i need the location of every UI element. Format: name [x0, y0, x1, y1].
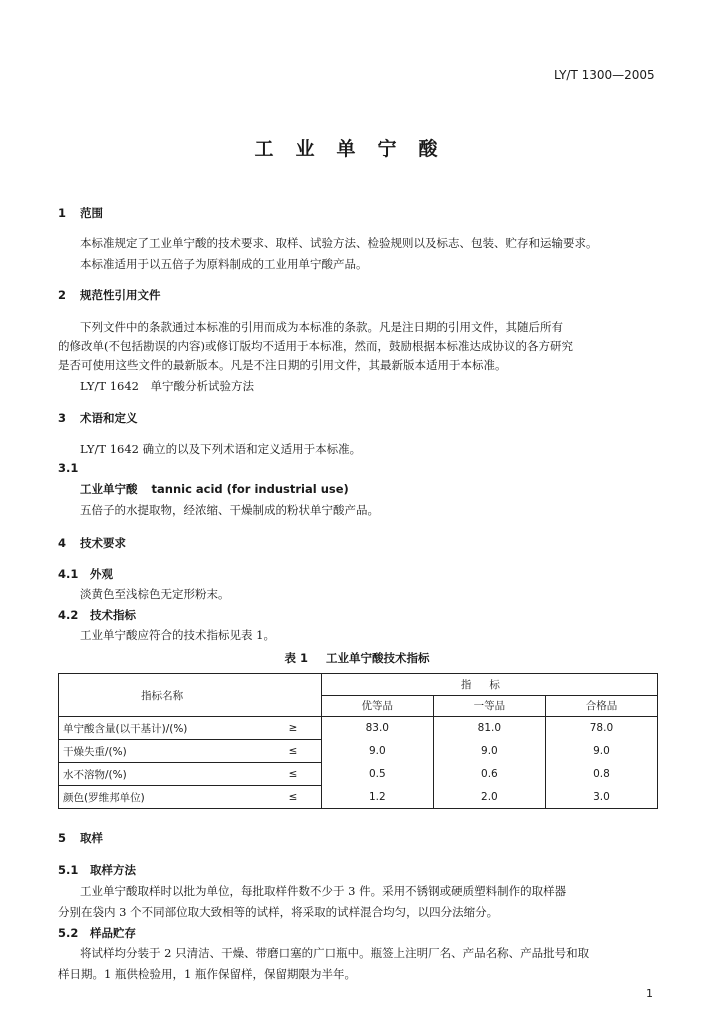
subsection-title: 技术指标	[90, 608, 136, 622]
cell-value: 0.5	[321, 763, 433, 786]
section-title: 范围	[80, 206, 103, 220]
cell-value: 81.0	[433, 717, 545, 740]
subsection-number: 5.2	[58, 926, 79, 940]
column-header-grade: 优等品	[321, 695, 433, 717]
section-5-heading	[58, 830, 103, 846]
subsection-number: 4.1	[58, 567, 79, 581]
term-definition: 五倍子的水提取物，经浓缩、干燥制成的粉状单宁酸产品。	[80, 503, 379, 517]
table-caption-title: 工业单宁酸技术指标	[326, 651, 430, 665]
spec-table	[58, 673, 658, 809]
subsection-4-1-heading	[58, 566, 113, 582]
subsection-3-1-number: 3.1	[58, 461, 79, 475]
term-chinese: 工业单宁酸	[80, 482, 138, 496]
row-name: 颜色(罗维邦单位)	[59, 786, 266, 809]
row-comparator: ≤	[265, 740, 321, 763]
section-2-heading	[58, 287, 161, 303]
table-row	[59, 740, 658, 763]
table-row	[59, 763, 658, 786]
cell-value: 2.0	[433, 786, 545, 809]
subsection-title: 样品贮存	[90, 926, 136, 940]
row-name: 单宁酸含量(以干基计)/(%)	[59, 717, 266, 740]
subsection-5-2-heading	[58, 925, 136, 941]
subsection-5-2-line-1: 将试样均分装于 2 只清洁、干燥、带磨口塞的广口瓶中。瓶签上注明厂名、产品名称、产品批号和取	[80, 946, 590, 960]
section-number: 1	[58, 206, 67, 220]
section-number: 4	[58, 536, 67, 550]
section-3-paragraph: LY/T 1642 确立的以及下列术语和定义适用于本标准。	[80, 442, 362, 456]
column-header-grade: 一等品	[433, 695, 545, 717]
normative-reference: LY/T 1642 单宁酸分析试验方法	[80, 379, 254, 393]
subsection-4-2-heading	[58, 607, 136, 623]
column-header-grade: 合格品	[545, 695, 657, 717]
section-number: 5	[58, 831, 67, 845]
column-header-name: 指标名称	[59, 674, 266, 717]
cell-value: 0.6	[433, 763, 545, 786]
section-number: 3	[58, 411, 67, 425]
row-comparator: ≥	[265, 717, 321, 740]
subsection-5-1-line-1: 工业单宁酸取样时以批为单位，每批取样件数不少于 3 件。采用不锈钢或硬质塑料制作的取样器	[80, 884, 567, 898]
row-comparator: ≤	[265, 786, 321, 809]
section-number: 2	[58, 288, 67, 302]
column-header-symbol	[265, 674, 321, 717]
cell-value: 0.8	[545, 763, 657, 786]
column-header-group: 指标	[321, 674, 657, 696]
subsection-5-1-line-2: 分别在袋内 3 个不同部位取大致相等的试样，将采取的试样混合均匀，以四分法缩分。	[58, 905, 499, 919]
page-number: 1	[646, 987, 653, 1000]
table-row	[59, 786, 658, 809]
section-title: 规范性引用文件	[80, 288, 161, 302]
cell-value: 3.0	[545, 786, 657, 809]
cell-value: 9.0	[545, 740, 657, 763]
row-name: 干燥失重/(%)	[59, 740, 266, 763]
standard-code: LY/T 1300—2005	[554, 68, 655, 82]
cell-value: 78.0	[545, 717, 657, 740]
row-name: 水不溶物/(%)	[59, 763, 266, 786]
cell-value: 9.0	[433, 740, 545, 763]
section-2-paragraph-line-2: 的修改单(不包括勘误的内容)或修订版均不适用于本标准，然而，鼓励根据本标准达成协议的各方研究	[58, 339, 573, 353]
section-2-paragraph-line-3: 是否可使用这些文件的最新版本。凡是不注日期的引用文件，其最新版本适用于本标准。	[58, 358, 507, 372]
section-title: 取样	[80, 831, 103, 845]
subsection-number: 5.1	[58, 863, 79, 877]
section-title: 技术要求	[80, 536, 126, 550]
term-english: tannic acid (for industrial use)	[151, 482, 349, 496]
section-3-heading	[58, 410, 138, 426]
subsection-4-1-text: 淡黄色至浅棕色无定形粉末。	[80, 587, 230, 601]
subsection-5-1-heading	[58, 862, 136, 878]
subsection-title: 外观	[90, 567, 113, 581]
section-4-heading	[58, 535, 126, 551]
cell-value: 83.0	[321, 717, 433, 740]
document-title: 工业单宁酸	[254, 138, 460, 160]
subsection-number: 4.2	[58, 608, 79, 622]
section-2-paragraph-line-1: 下列文件中的条款通过本标准的引用而成为本标准的条款。凡是注日期的引用文件，其随后所有	[80, 320, 563, 334]
subsection-title: 取样方法	[90, 863, 136, 877]
row-comparator: ≤	[265, 763, 321, 786]
cell-value: 9.0	[321, 740, 433, 763]
subsection-4-2-text: 工业单宁酸应符合的技术指标见表 1。	[80, 628, 275, 642]
term-entry	[80, 481, 349, 497]
table-row	[59, 717, 658, 740]
table-caption-label: 表 1	[284, 651, 308, 665]
section-1-paragraph-1: 本标准规定了工业单宁酸的技术要求、取样、试验方法、检验规则以及标志、包装、贮存和运输要求。	[80, 236, 598, 250]
table-caption	[0, 650, 714, 666]
section-1-heading	[58, 205, 103, 221]
section-title: 术语和定义	[80, 411, 138, 425]
subsection-5-2-line-2: 样日期。1 瓶供检验用，1 瓶作保留样，保留期限为半年。	[58, 967, 356, 981]
cell-value: 1.2	[321, 786, 433, 809]
section-1-paragraph-2: 本标准适用于以五倍子为原料制成的工业用单宁酸产品。	[80, 257, 368, 271]
